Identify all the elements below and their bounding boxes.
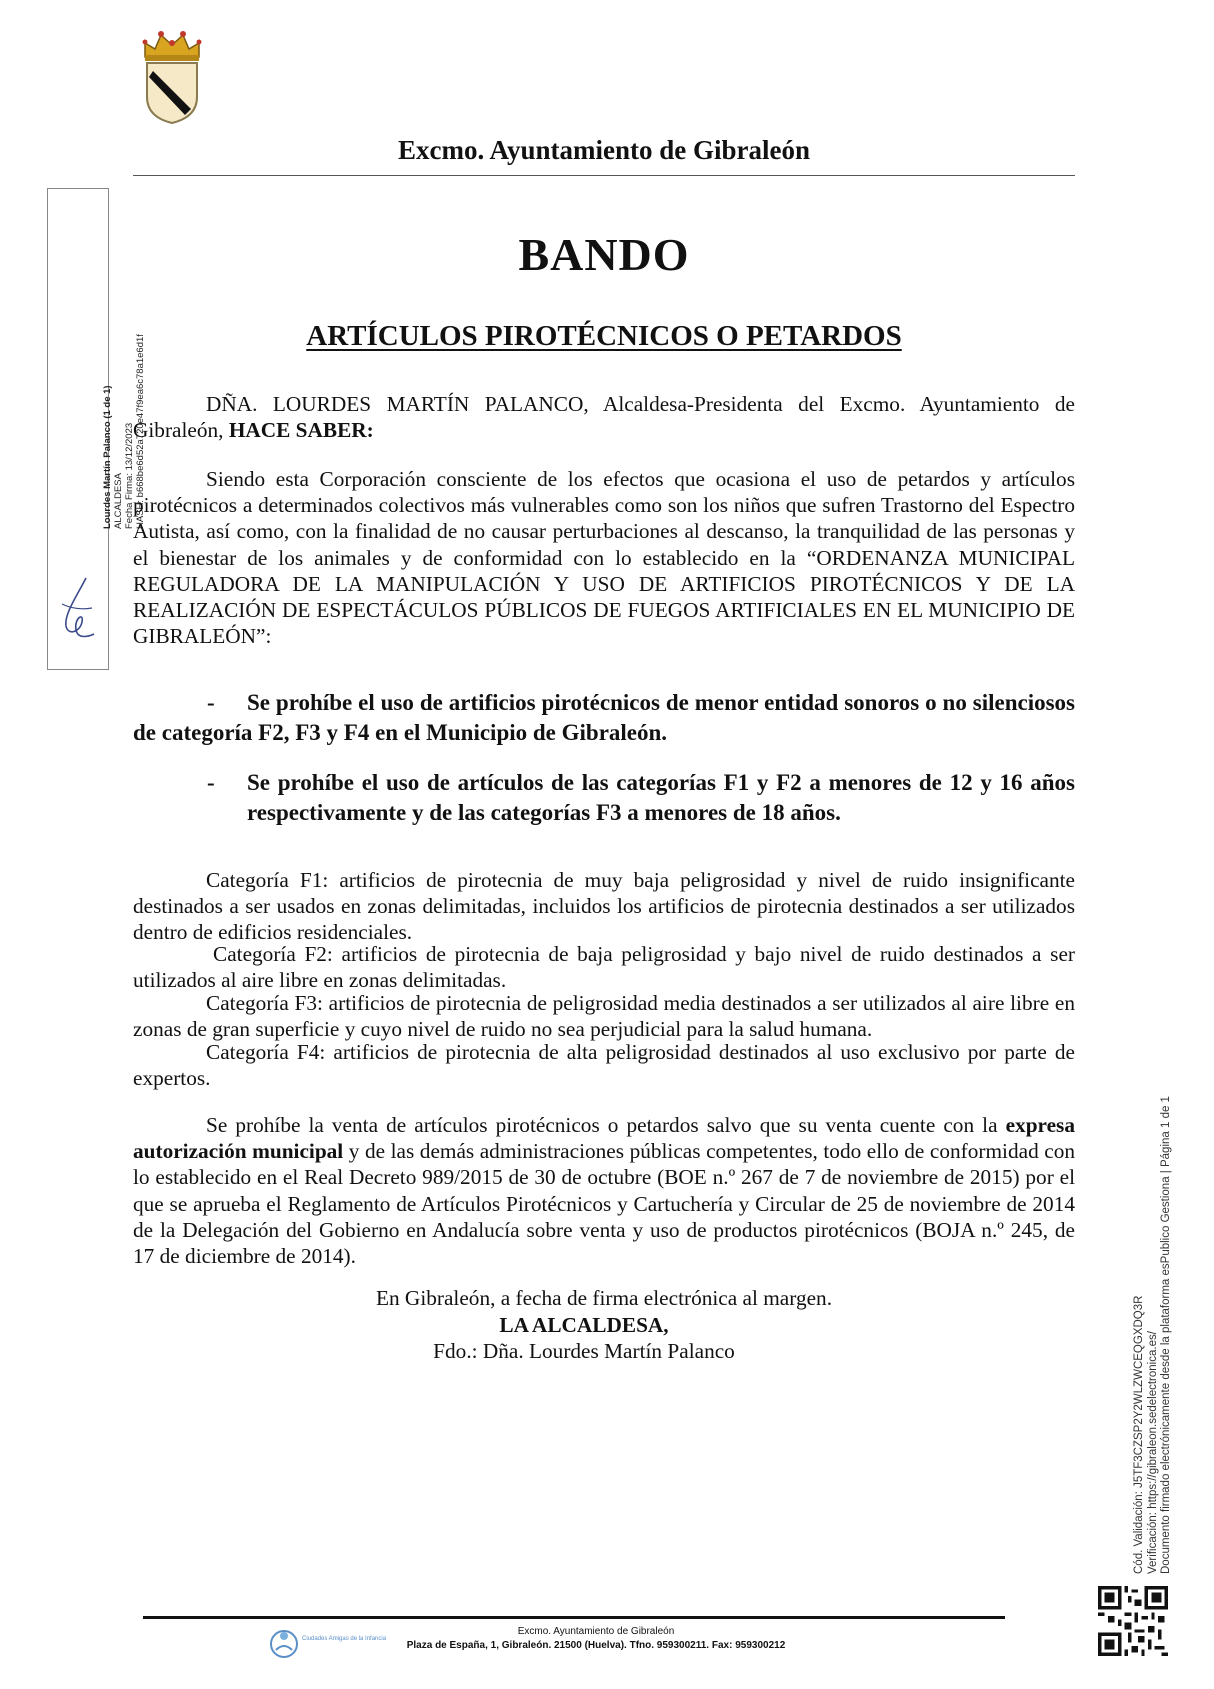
prohibition-item	[133, 688, 1075, 747]
signature-signer: Lourdes Martín Palanco (1 de 1)	[102, 385, 113, 529]
closing-place-date: En Gibraleón, a fecha de firma electrónica al margen.	[375, 1286, 833, 1310]
institution-header: Excmo. Ayuntamiento de Gibraleón	[397, 135, 810, 165]
municipal-crest-logo	[141, 25, 203, 125]
footer-divider	[143, 1616, 1005, 1619]
signature-hash: HASH: b668be6d52a720e47f9ea6c78a1e6d1f	[135, 334, 146, 529]
closing-role: LA ALCALDESA,	[499, 1312, 669, 1337]
header-divider	[133, 175, 1075, 176]
validation-code: Cód. Validación: J5TF3CZSP2Y2WLZWCEQGXDQ3R	[1133, 1295, 1145, 1574]
sale-text-1: Se prohíbe la venta de artículos pirotécnicos o petardos salvo que su venta cuente con la	[206, 1113, 1006, 1137]
handwritten-signature	[56, 574, 100, 644]
bullet-dash: -	[207, 690, 215, 715]
sale-text-2: y de las demás administraciones públicas competentes, todo ello de conformidad con lo establecido en el Real Decreto 989/2015 de 30 de octubre (BOE n.º 267 de 7 de noviembre de 2015) por el que se aprueba el Reglamento de Artículos Pirotécnicos y Cartuchería y Circular de 25 de noviembre de 2014 de la Delegación del Gobierno en Andalucía sobre venta y uso de productos pirotécnicos (BOJA n.º 245, de 17 de diciembre de 2014).	[133, 1139, 1075, 1269]
sale-prohibition-paragraph	[133, 1112, 1075, 1269]
electronic-signature-note: Documento firmado electrónicamente desde la plataforma esPublico Gestiona | Página 1 de 1	[1160, 1096, 1172, 1574]
document-subtitle: ARTÍCULOS PIROTÉCNICOS O PETARDOS	[306, 320, 902, 352]
footer-institution: Excmo. Ayuntamiento de Gibraleón	[517, 1626, 675, 1637]
intro-paragraph	[133, 391, 1075, 443]
bullet-dash: -	[207, 770, 215, 795]
sale-authorization: expresa autorización municipal	[133, 1113, 1075, 1164]
intro-hace-saber: HACE SABER:	[228, 418, 374, 443]
signature-role: ALCALDESA	[113, 473, 124, 529]
intro-text: DÑA. LOURDES MARTÍN PALANCO, Alcaldesa-Presidenta del Excmo. Ayuntamiento de Gibraleón,	[133, 392, 1075, 443]
category-f3: Categoría F3: artificios de pirotecnia de peligrosidad media destinados a ser utilizados al aire libre en zonas de gran superficie y cuyo nivel de ruido no sea perjudicial para la salud humana.	[133, 991, 1075, 1042]
prohibition-text: Se prohíbe el uso de artificios pirotécnicos de menor entidad sonoros o no silenciosos de categoría F2, F3 y F4 en el Municipio de Gibraleón.	[133, 690, 1075, 745]
ciudades-amigas-infancia-logo	[268, 1622, 387, 1668]
signature-date: Fecha Firma: 13/12/2023	[124, 422, 135, 529]
validation-info	[1133, 1096, 1174, 1574]
prohibition-text: Se prohíbe el uso de artículos de las categorías F1 y F2 a menores de 12 y 16 años respectivamente y de las categorías F3 a menores de 18 años.	[247, 770, 1075, 825]
category-f4: Categoría F4: artificios de pirotecnia de alta peligrosidad destinados al uso exclusivo por parte de expertos.	[133, 1040, 1075, 1091]
prohibition-item	[207, 768, 1075, 827]
considerando-paragraph: Siendo esta Corporación consciente de los efectos que ocasiona el uso de petardos y artículos pirotécnicos a determinados colectivos más vulnerables como son los niños que sufren Trastorno del Espectro Autista, así como, con la finalidad de no causar perturbaciones al descanso, la tranquilidad de las personas y el bienestar de los animales y de conformidad con lo establecido en la “ORDENANZA MUNICIPAL REGULADORA DE LA MANIPULACIÓN Y USO DE ARTIFICIOS PIROTÉCNICOS Y DE LA REALIZACIÓN DE ESPECTÁCULOS PÚBLICOS DE FUEGOS ARTIFICIALES EN EL MUNICIPIO DE GIBRALEÓN”:	[133, 467, 1075, 649]
verification-url: Verificación: https://gibraleon.sedelectronica.es/	[1146, 1331, 1159, 1574]
document-title: BANDO	[518, 229, 690, 280]
qr-code-icon	[1098, 1586, 1168, 1656]
category-f1: Categoría F1: artificios de pirotecnia de muy baja peligrosidad y nivel de ruido insignificante destinados a ser usados en zonas delimitadas, incluidos los artificios de pirotecnia destinados a ser utilizados dentro de edificios residenciales.	[133, 868, 1075, 945]
category-f2: Categoría F2: artificios de pirotecnia de baja peligrosidad y bajo nivel de ruido destinados a ser utilizados al aire libre en zonas delimitadas.	[133, 942, 1075, 993]
footer-address: Plaza de España, 1, Gibraleón. 21500 (Huelva). Tfno. 959300211. Fax: 959300212	[406, 1640, 786, 1651]
closing-block	[133, 1285, 1075, 1365]
closing-signed-by: Fdo.: Dña. Lourdes Martín Palanco	[433, 1339, 735, 1363]
footer-logo-text: Ciudades Amigas de la Infancia	[302, 1636, 387, 1642]
signature-stamp	[47, 188, 146, 670]
